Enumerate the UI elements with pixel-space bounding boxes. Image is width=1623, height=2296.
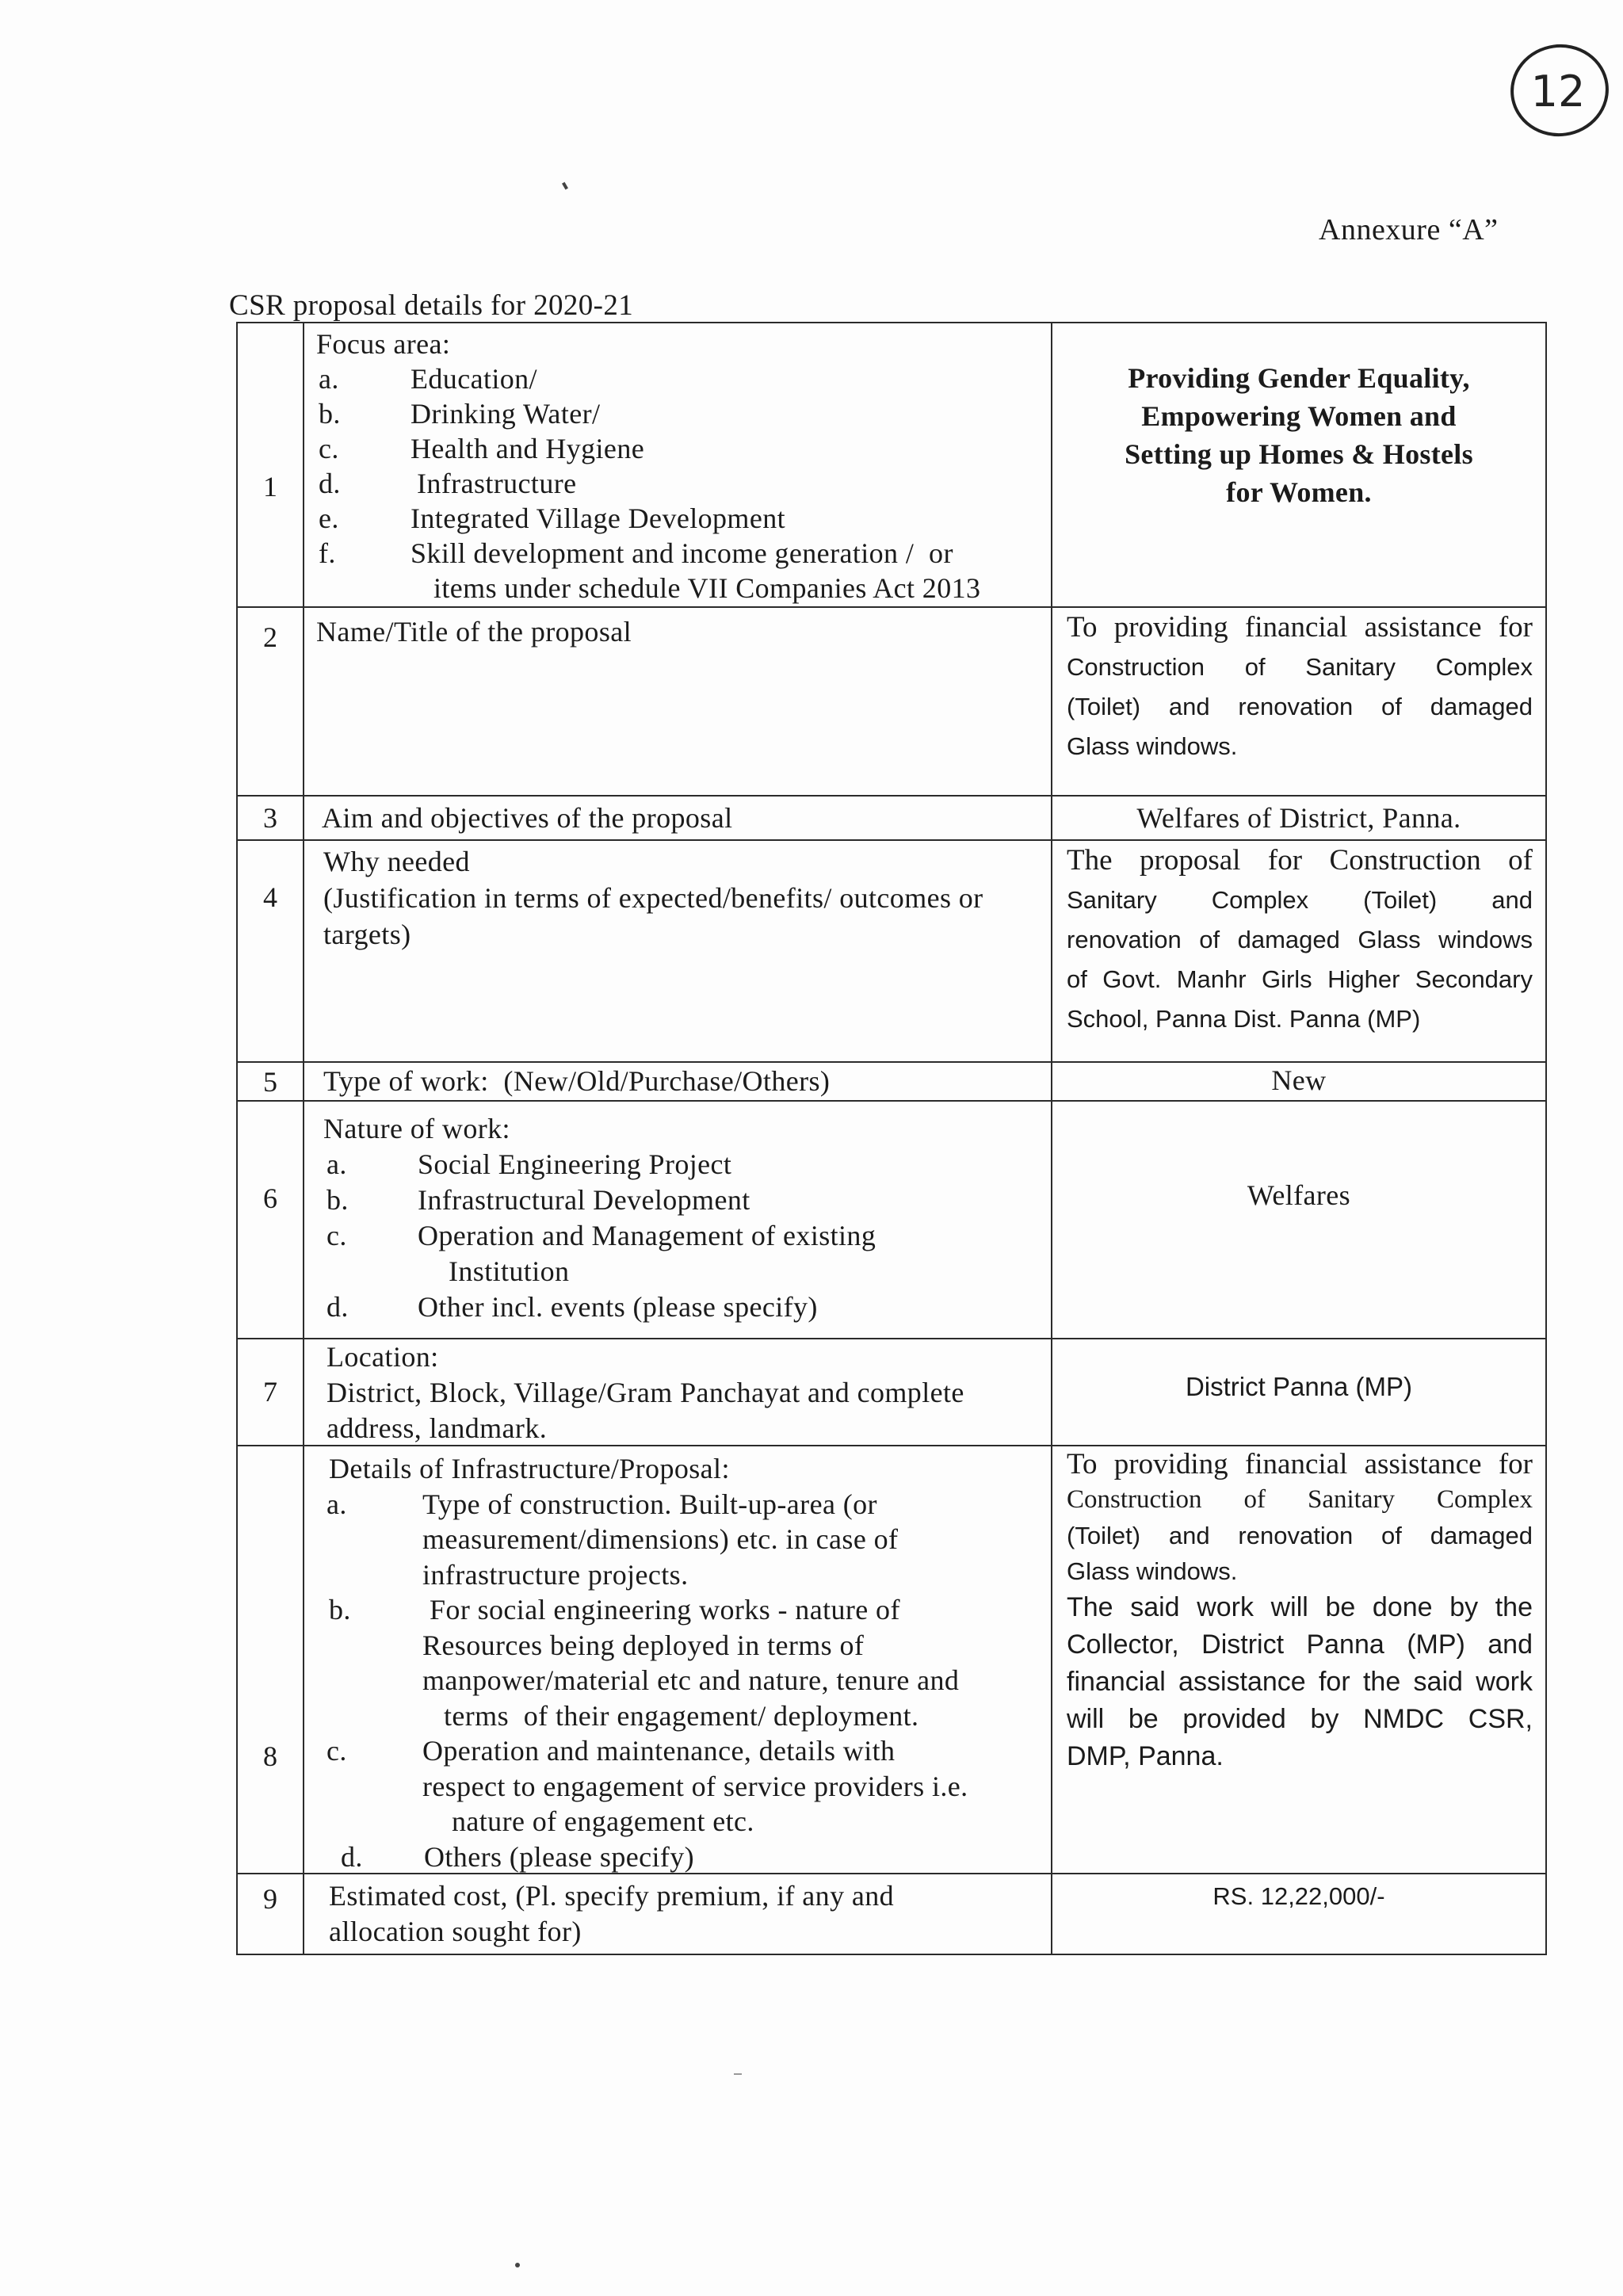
cell-heading: Details of Infrastructure/Proposal: [329,1453,730,1484]
label-line [304,327,1051,361]
label-line [304,1411,1051,1446]
list-marker: a. [327,1148,347,1180]
list-marker: c. [327,1735,347,1767]
list-item [304,361,1051,396]
row-number-cell [238,1874,303,1954]
row-number: 2 [263,621,277,653]
scan-speck [562,182,568,190]
row-number-cell [238,1446,303,1873]
scan-speck [734,2073,742,2075]
list-marker: c. [319,433,339,464]
list-item [304,1839,1051,1875]
value-line: Glass windows. [1067,1557,1238,1585]
row-number-cell [238,841,303,1061]
row-value-cell [1051,797,1545,839]
label-text: District, Block, Village/Gram Panchayat and complete [327,1377,964,1408]
annexure-label: Annexure “A” [1319,213,1499,246]
table-row [236,1063,1547,1102]
label-text: Why needed [323,846,470,877]
list-item-text: Skill development and income generation / or [411,537,953,569]
list-marker: b. [327,1184,349,1216]
list-item [304,1218,1051,1254]
value-line: The proposal for Construction of [1067,844,1533,877]
page-number: 12 [1530,67,1586,117]
value-line: New [1271,1064,1327,1096]
list-item-text: Education/ [411,363,537,395]
label-line [304,916,1051,953]
row-value-cell [1051,1339,1545,1445]
list-item-text: items under schedule VII Companies Act 2013 [433,572,981,604]
row-number: 1 [263,471,277,502]
row-number: 6 [263,1182,277,1214]
value-line: Construction of Sanitary Complex [1067,653,1533,681]
value-line: Empowering Women and [1141,400,1457,432]
row-number-cell [238,1063,303,1100]
row-value-cell [1051,1102,1545,1338]
label-line [304,1878,1051,1914]
cell-heading: Nature of work: [323,1113,510,1144]
list-item-text: nature of engagement etc. [452,1805,754,1837]
list-item-text: Infrastructural Development [418,1184,750,1216]
row-number-cell [238,608,303,795]
list-item [304,466,1051,501]
row-number: 3 [263,802,277,834]
table-row [236,797,1547,841]
value-line: RS. 12,22,000/- [1212,1882,1385,1910]
list-item-text: For social engineering works - nature of [430,1594,900,1626]
row-number: 8 [263,1740,277,1772]
list-item-text: Resources being deployed in terms of [422,1629,865,1661]
row-label-cell [303,1446,1051,1873]
list-marker: b. [319,398,341,430]
list-item-continuation [304,1804,1051,1839]
list-item-text: Type of construction. Built-up-area (or [422,1488,877,1520]
value-line: Welfares [1247,1179,1351,1211]
label-text: Name/Title of the proposal [316,616,632,648]
row-label-cell [303,1063,1051,1100]
scan-speck [515,2263,520,2267]
row-number: 5 [263,1066,277,1098]
list-item-continuation [304,1628,1051,1664]
list-item-text: Operation and Management of existing [418,1220,876,1251]
list-item-text: manpower/material etc and nature, tenure and [422,1664,960,1696]
row-value-cell [1051,1063,1545,1100]
label-line [304,1111,1051,1147]
row-value-cell [1051,1874,1545,1954]
list-item [304,396,1051,431]
list-item [304,1592,1051,1628]
row-label-cell [303,1102,1051,1338]
label-line [304,1914,1051,1950]
row-value-cell [1051,1446,1545,1873]
row-number-cell [238,1102,303,1338]
cell-heading: Focus area: [316,328,451,360]
label-text: allocation sought for) [329,1916,582,1947]
list-item-continuation [304,1557,1051,1593]
list-item-text: measurement/dimensions) etc. in case of [422,1523,899,1555]
list-item [304,1147,1051,1182]
list-item-text: Other incl. events (please specify) [418,1291,818,1323]
list-item-continuation [304,1698,1051,1734]
list-item-continuation [304,1769,1051,1805]
table-row [236,1874,1547,1955]
table-title: CSR proposal details for 2020-21 [229,289,634,322]
label-line [304,843,1051,880]
table-row [236,841,1547,1063]
table-row [236,1102,1547,1339]
value-line: Construction of Sanitary Complex [1067,1485,1533,1514]
value-line: School, Panna Dist. Panna (MP) [1067,1005,1421,1033]
row-label-cell [303,1874,1051,1954]
label-line [304,1063,1051,1100]
value-line: for Women. [1226,476,1372,508]
list-item-text: Infrastructure [417,468,577,499]
list-item [304,431,1051,466]
row-number: 9 [263,1883,277,1915]
list-item-text: Institution [449,1255,570,1287]
value-line: of Govt. Manhr Girls Higher Secondary [1067,965,1533,993]
list-item [304,1289,1051,1325]
value-line: To providing financial assistance for [1067,611,1533,644]
value-line: Welfares of District, Panna. [1136,802,1461,834]
list-marker: c. [327,1220,347,1251]
list-marker: a. [327,1488,347,1520]
list-item [304,1733,1051,1769]
row-value-cell [1051,841,1545,1061]
row-number-cell [238,323,303,606]
row-label-cell [303,841,1051,1061]
list-item-text: Operation and maintenance, details with [422,1735,896,1767]
value-line: (Toilet) and renovation of damaged [1067,1522,1533,1549]
value-line: Glass windows. [1067,732,1238,760]
list-marker: e. [319,502,339,534]
row-number-cell [238,797,303,839]
list-marker: d. [327,1291,349,1323]
value-line: Collector, District Panna (MP) and [1067,1629,1533,1660]
list-item-text: Health and Hygiene [411,433,645,464]
list-item-text: terms of their engagement/ deployment. [444,1699,919,1732]
value-line: Sanitary Complex (Toilet) and [1067,886,1533,914]
page-number-circle [1506,38,1613,146]
row-label-cell [303,1339,1051,1445]
value-line: The said work will be done by the [1067,1592,1533,1622]
list-item-continuation [304,1522,1051,1557]
row-value-cell [1051,608,1545,795]
row-label-cell [303,608,1051,795]
label-text: Type of work: (New/Old/Purchase/Others) [323,1065,831,1097]
value-line: To providing financial assistance for [1067,1448,1533,1480]
list-item-text: Social Engineering Project [418,1148,732,1180]
list-item [304,536,1051,571]
list-marker: d. [319,468,341,499]
value-line: DMP, Panna. [1067,1741,1224,1771]
label-text: address, landmark. [327,1412,548,1444]
value-line: Setting up Homes & Hostels [1125,438,1473,470]
label-text: (Justification in terms of expected/benefits/ outcomes or [323,882,983,914]
table-row [236,322,1547,608]
list-marker: b. [329,1594,351,1626]
list-item-text: Drinking Water/ [411,398,601,430]
list-marker: a. [319,363,339,395]
list-item-text: Integrated Village Development [411,502,786,534]
label-text: Aim and objectives of the proposal [322,802,733,834]
value-line: financial assistance for the said work [1067,1667,1533,1697]
list-marker: f. [319,537,336,569]
label-line [304,1451,1051,1487]
label-text: targets) [323,919,411,950]
list-item-continuation [304,1663,1051,1698]
list-item-continuation [304,1254,1051,1289]
label-text: Estimated cost, (Pl. specify premium, if any and [329,1880,895,1912]
table-row [236,1339,1547,1446]
list-item [304,1182,1051,1218]
row-value-cell [1051,323,1545,606]
row-label-cell [303,323,1051,606]
list-item [304,501,1051,536]
value-line: (Toilet) and renovation of damaged [1067,693,1533,720]
label-line [304,880,1051,916]
list-marker: d. [341,1840,363,1873]
label-line [304,1375,1051,1411]
label-line [304,1339,1051,1375]
list-item-text: infrastructure projects. [422,1558,689,1591]
value-line: Providing Gender Equality, [1128,362,1470,394]
label-text: Location: [327,1341,439,1373]
row-number: 7 [263,1376,277,1408]
table-row [236,608,1547,797]
row-number: 4 [263,881,277,913]
list-item-continuation [304,571,1051,606]
row-number-cell [238,1339,303,1445]
label-line [304,614,1051,650]
list-item-text: respect to engagement of service providers i.e. [422,1770,968,1802]
list-item [304,1487,1051,1522]
value-line: District Panna (MP) [1185,1372,1413,1401]
label-line [304,797,1051,839]
row-label-cell [303,797,1051,839]
value-line: renovation of damaged Glass windows [1067,926,1533,953]
value-line: will be provided by NMDC CSR, [1067,1704,1533,1734]
table-row [236,1446,1547,1874]
list-item-text: Others (please specify) [424,1840,695,1873]
